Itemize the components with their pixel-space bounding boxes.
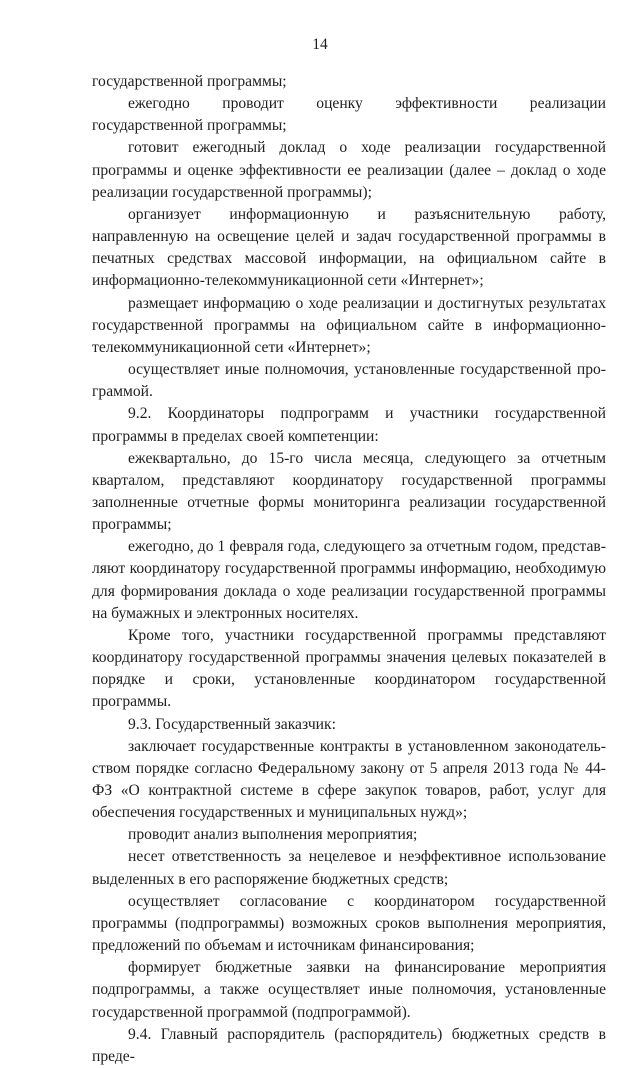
paragraph: организует информационную и разъяснительную работу, направленную на освещение целей и задач государственной программы в печатных средствах массовой информации, на официальном сайте в информационно-телекоммуникационной сети «Интернет»; [92, 205, 606, 290]
document-body [92, 71, 606, 1068]
paragraph: несет ответственность за нецелевое и неэффективное использование выделенных в его распоряжение бюджетных средств; [92, 848, 606, 888]
paragraph: осуществляет согласование с координатором государственной программы (подпрограммы) возможных сроков выполнения мероприятия, предложений по объемам и источникам финансирования; [92, 892, 606, 955]
section-heading-9-4: 9.4. Главный распорядитель (распорядитель) бюджетных средств в преде- [92, 1025, 606, 1065]
section-heading-9-2: 9.2. Координаторы подпрограмм и участники государственной программы в пределах своей компетенции: [92, 405, 606, 445]
paragraph: формирует бюджетные заявки на финансирование мероприятия подпрограммы, а также осуществляет иные полномочия, установленные государственной программой (подпрограммой). [92, 959, 606, 1021]
section-heading-9-3: 9.3. Государственный заказчик: [128, 715, 336, 733]
page-number: 14 [312, 36, 328, 53]
paragraph: размещает информацию о ходе реализации и достигнутых результатах государственной программы на официальном сайте в информационно-телекоммуникационной сети «Интернет»; [92, 294, 606, 356]
paragraph: осуществляет иные полномочия, установленные государственной программой. [92, 361, 606, 401]
paragraph: государственной программы; [92, 73, 287, 90]
paragraph: проводит анализ выполнения мероприятия; [128, 826, 418, 844]
paragraph: Кроме того, участники государственной программы представляют координатору государственной программы значения целевых показателей в порядке и сроки, установленные координатором государственной программы. [92, 626, 606, 711]
paragraph: ежеквартально, до 15-го числа месяца, следующего за отчетным кварталом, представляют координатору государственной программы заполненные отчетные формы мониторинга реализации государственной программы; [92, 449, 606, 534]
paragraph: ежегодно, до 1 февраля года, следующего за отчетным годом, представляют координатору государственной программы информацию, необходимую для формирования доклада о ходе реализации государственной программы на бумажных и электронных носителях. [92, 538, 606, 622]
paragraph: готовит ежегодный доклад о ходе реализации государственной программы и оценке эффективности ее реализации (далее – доклад о ходе реализации государственной программы); [92, 139, 606, 201]
paragraph: ежегодно проводит оценку эффективности реализации государственной программы; [92, 95, 606, 135]
paragraph: заключает государственные контракты в установленном законодательством порядке согласно Федеральному закону от 5 апреля 2013 года № 44-ФЗ «О контрактной системе в сфере закупок товаров, работ, услуг для обеспечения государственных и муниципальных нужд»; [92, 737, 606, 822]
